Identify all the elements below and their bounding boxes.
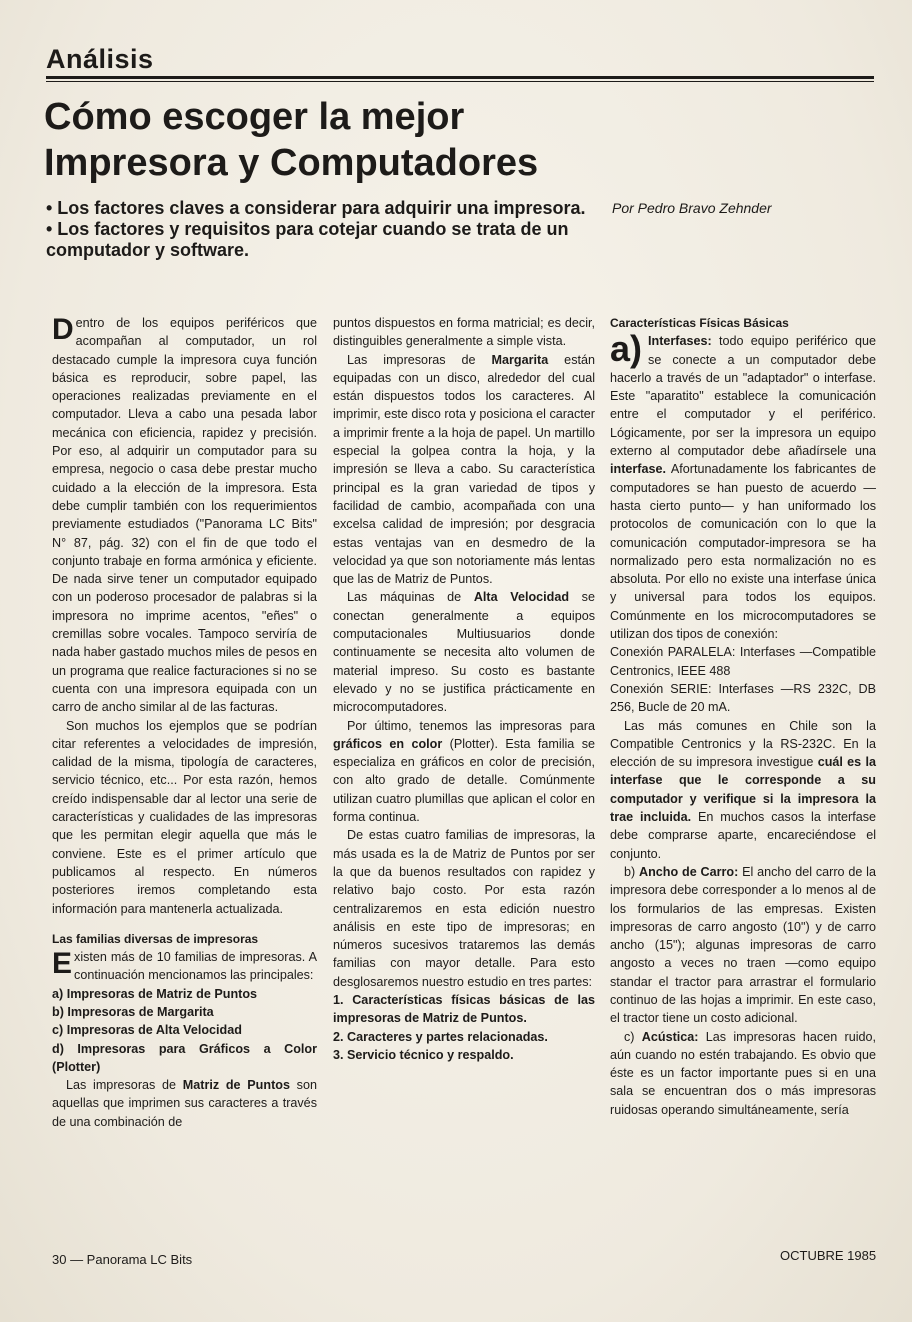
section-label: Análisis xyxy=(46,44,154,74)
paragraph: Las impresoras de Matriz de Puntos son aquellas que imprimen sus caracteres a través de una combinación de xyxy=(52,1078,317,1129)
column-3 xyxy=(610,314,876,1119)
list-item: 3. Servicio técnico y respaldo. xyxy=(333,1047,514,1062)
drop-cap: D xyxy=(52,313,74,346)
paragraph: puntos dispuestos en forma matricial; es decir, distinguibles generalmente a simple vista. xyxy=(333,316,595,349)
paragraph: Las impresoras de Margarita están equipadas con un disco, alrededor del cual están dispuestos todos los caracteres. Al imprimir, este disco rota y posiciona el caracter a imprimir frente a la hoja de papel. Un martillo especial la golpea contra la hoja, y la impresión se lleva a cabo. Su característica principal es la gran variedad de tipos y facilidad de cambio, acompañada con una excelsa calidad de impresión; por desgracia estas ventajas van en desmedro de la velocidad ya que son notoriamente más lentas que las de Matriz de Puntos. xyxy=(333,352,595,587)
paragraph xyxy=(52,314,317,717)
title-line-1: Cómo escoger la mejor xyxy=(44,96,465,138)
paragraph: De estas cuatro familias de impresoras, la más usada es la de Matriz de Puntos por ser la que da buenos resultados con rapidez y relativo bajo costo. Por esta razón centralizaremos en esta edición nuestro análisis en este tipo de impresoras; en números sucesivos trataremos las demás familias con mayor detalle. Para esto desglosaremos nuestro estudio en tres partes: xyxy=(333,828,595,989)
subheading: Características Físicas Básicas xyxy=(610,316,789,330)
byline: Por Pedro Bravo Zehnder xyxy=(612,200,772,216)
paragraph: b) Ancho de Carro: El ancho del carro de la impresora debe corresponder a lo menos al de los formularios de las empresas. Existen impresoras de carro angosto (10") y de carro ancho (15"); algunas impresoras de carro angosto a veces no traen —como equipo standar el tractor para arrastrar el formulario continuo de las hojas a imprimir. En este caso, el tractor tiene un costo adicional. xyxy=(610,864,876,1026)
paragraph: Por último, tenemos las impresoras para gráficos en color (Plotter). Esta familia se especializa en gráficos en color de precisión, con alto grado de detalle. Comúnmente utilizan cuatro plumillas que aplican el color en forma continua. xyxy=(333,718,595,825)
subtitle-1: • Los factores claves a considerar para adquirir una impresora. xyxy=(46,198,586,218)
drop-cap: a) xyxy=(610,328,643,370)
subtitle-block xyxy=(46,198,586,261)
list-item: b) Impresoras de Margarita xyxy=(52,1004,214,1019)
paragraph-text: xisten más de 10 familias de impresoras. A continuación mencionamos las principales: xyxy=(74,950,317,983)
page-footer-left: 30 — Panorama LC Bits xyxy=(52,1252,193,1267)
header-rule-thin xyxy=(46,81,874,82)
list-item: a) Impresoras de Matriz de Puntos xyxy=(52,986,258,1001)
paragraph: c) Acústica: Las impresoras hacen ruido, aún cuando no estén trabajando. Es obvio que éste es un factor importante pues si en una sala se encuentran dos o más impresoras ruidosas operando simultáneamente, sería xyxy=(610,1029,876,1117)
paragraph: Las más comunes en Chile son la Compatible Centronics y la RS-232C. En la elección de su impresora investigue cuál es la interfase que le corresponde a su computador y verifique si la impresora la trae incluida. En muchos casos la interfase debe comprarse aparte, encareciéndose el conjunto. xyxy=(610,718,877,861)
drop-cap: E xyxy=(52,947,73,981)
list-item: 1. Características físicas básicas de las impresoras de Matriz de Puntos. xyxy=(333,992,595,1026)
paragraph xyxy=(52,948,317,985)
paragraph-text: entro de los equipos periféricos que acompañan al computador, un rol destacado cumple la impresora cuya función básica es reproducir, sobre papel, las operaciones realizadas previamente en el computador. Lleva a cabo una pesada labor mecánica con eficiencia, rapidez y precisión. Por eso, al adquirir un computador para su empresa, negocio o casa debe prestar mucho cuidado a la elección de la impresora. Esta debe cumplir también con los requerimientos previamente estudiados ("Panorama LC Bits" N° 87, pág. 32) con el fin de que todo el conjunto trabaje en forma armónica y eficiente. De nada sirve tener un computador equipado con un poderoso procesador de palabras si la impresora no imprime acentos, "eñes" o cremillas sobre vocales. Tampoco serviría de nada haber gastado muchos miles de pesos en un programa que realice facturaciones si no se cuenta con una impresora equipada con un carro de ancho similar al de las facturas. xyxy=(52,316,317,715)
header-rule xyxy=(46,76,874,79)
paragraph: Las máquinas de Alta Velocidad se conectan generalmente a equipos computacionales Multiusuarios donde continuamente se necesita alto volumen de material impreso. Su costo es bastante elevado y no se justifica prácticamente en microcomputadores. xyxy=(333,590,595,715)
subtitle-2: • Los factores y requisitos para cotejar cuando se trata de un computador y software. xyxy=(46,219,569,260)
subheading: Las familias diversas de impresoras xyxy=(52,931,259,946)
paragraph: Son muchos los ejemplos que se podrían citar referentes a velocidades de impresión, calidad de la misma, tipología de caracteres, servicio técnico, etc... Por esta razón, hemos creído indispensable dar al lector una serie de características y cualidades de las impresoras que les permitan elegir aquella que más le conviene. Este es el primer artículo que publicamos al respecto. En números posteriores iremos completando esta información para mantenerla actualizada. xyxy=(52,718,317,916)
list-item: c) Impresoras de Alta Velocidad xyxy=(52,1023,242,1038)
article-title xyxy=(44,94,744,186)
paragraph: a) Interfases: todo equipo periférico que se conecte a un computador debe hacerlo a través de un "adaptador" o interfase. Este "aparatito" establece la comunicación entre el computador y el periférico. Lógicamente, por ser la impresora un equipo externo al computador debe añadírsele una interfase. Afortunadamente los fabricantes de computadores se han puesto de acuerdo —hasta cierto punto— y han uniformado los protocolos de comunicación con lo que la comunicación computador-impresora se ha normalizado pero esta normalización no es absoluta. Por ello no existe una interfase única y universal para todos los equipos. Comúnmente en los microcomputadores se utilizan dos tipos de conexión: xyxy=(610,328,876,642)
list-item: 2. Caracteres y partes relacionadas. xyxy=(333,1029,548,1044)
page-footer-right: OCTUBRE 1985 xyxy=(780,1248,877,1263)
paragraph: Conexión PARALELA: Interfases —Compatible Centronics, IEEE 488 xyxy=(610,645,876,678)
title-line-2: Impresora y Computadores xyxy=(44,142,539,184)
column-2 xyxy=(333,314,595,1064)
column-1 xyxy=(52,314,317,1131)
paragraph: Conexión SERIE: Interfases —RS 232C, DB 256, Bucle de 20 mA. xyxy=(610,681,876,715)
list-item: d) Impresoras para Gráficos a Color (Plotter) xyxy=(52,1041,317,1074)
